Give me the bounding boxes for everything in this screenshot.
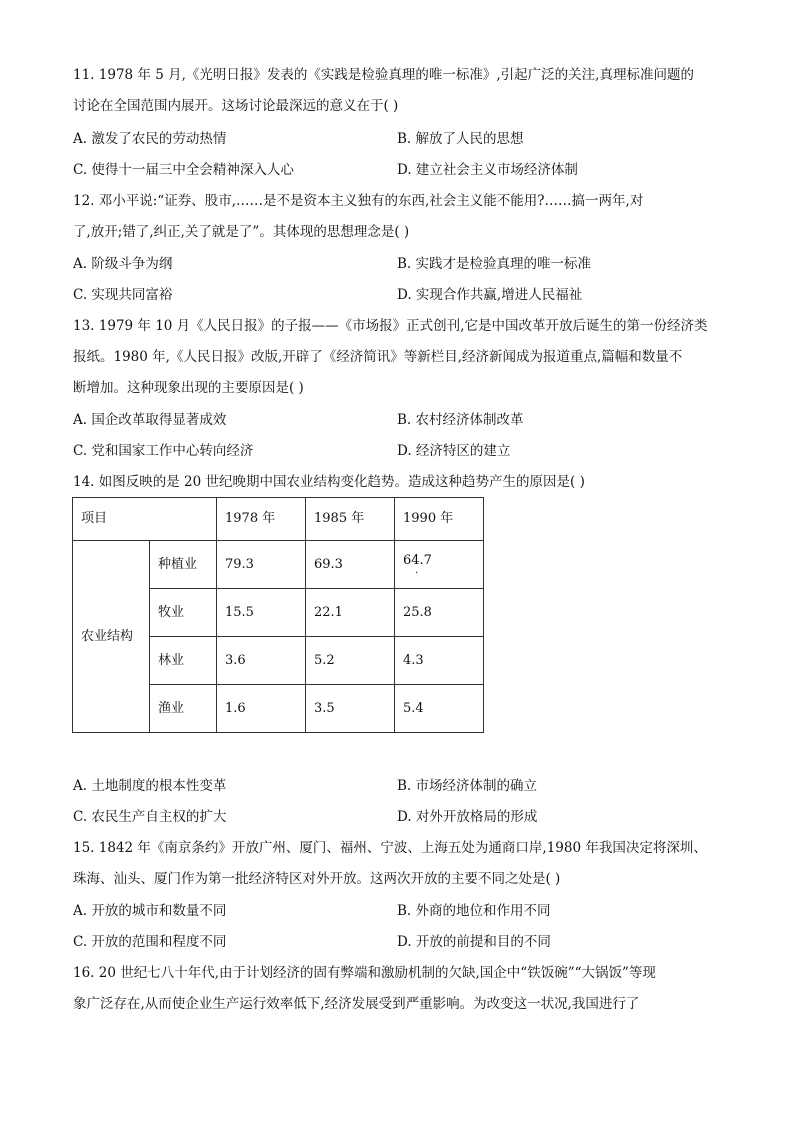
table-header-item: 项目 [73,498,217,541]
q13-stem-line-2: 报纸。1980 年,《人民日报》改版,开辟了《经济简讯》等新栏目,经济新闻成为报道重点,篇幅和数量不 [73,349,683,365]
q15-stem-line-2: 珠海、汕头、厦门作为第一批经济特区对外开放。这两次开放的主要不同之处是( ) [73,871,561,887]
table-cell-with-mark [395,541,484,589]
table-cell: 4.3 [395,637,484,685]
table-cell: 5.4 [395,685,484,733]
table-header-row [73,498,484,541]
table-row [73,541,484,589]
table-cell: 5.2 [306,637,395,685]
q14-option-d: D. 对外开放格局的形成 [397,809,538,825]
q12-option-b: B. 实践才是检验真理的唯一标准 [397,256,592,272]
q15-option-a: A. 开放的城市和数量不同 [73,903,227,919]
table-cell: 79.3 [217,541,306,589]
table-row-name: 种植业 [150,541,217,589]
q11-option-b: B. 解放了人民的思想 [397,131,524,147]
table-cell: 3.5 [306,685,395,733]
q16-stem-line-2: 象广泛存在,从而使企业生产运行效率低下,经济发展受到严重影响。为改变这一状况,我国进行了 [73,996,640,1012]
table-header-1990: 1990 年 [395,498,484,541]
q11-option-a: A. 激发了农民的劳动热情 [73,131,227,147]
table-cell: 25.8 [395,589,484,637]
q13-option-c: C. 党和国家工作中心转向经济 [73,443,254,459]
table-category-label: 农业结构 [73,541,150,733]
q13-option-a: A. 国企改革取得显著成效 [73,412,227,428]
table-cell: 64.7 [403,552,432,568]
stray-dot-mark: · [415,567,419,579]
table-cell: 3.6 [217,637,306,685]
q11-option-c: C. 使得十一届三中全会精神深入人心 [73,162,294,178]
q13-option-d: D. 经济特区的建立 [397,443,511,459]
table-header-1978: 1978 年 [217,498,306,541]
agriculture-structure-table [72,497,484,733]
table-cell: 1.6 [217,685,306,733]
q15-stem-line-1: 15. 1842 年《南京条约》开放广州、厦门、福州、宁波、上海五处为通商口岸,1980 年我国决定将深圳、 [73,840,707,856]
table-header-1985: 1985 年 [306,498,395,541]
table-cell: 69.3 [306,541,395,589]
table-row-name: 林业 [150,637,217,685]
q12-stem-line-1: 12. 邓小平说:“证券、股市,……是不是资本主义独有的东西,社会主义能不能用?……搞一两年,对 [73,193,644,209]
q15-option-b: B. 外商的地位和作用不同 [397,903,551,919]
table-row-name: 牧业 [150,589,217,637]
table-row-name: 渔业 [150,685,217,733]
q15-option-c: C. 开放的范围和程度不同 [73,934,227,950]
q11-stem-line-2: 讨论在全国范围内展开。这场讨论最深远的意义在于( ) [73,98,399,114]
q13-stem-line-3: 断增加。这种现象出现的主要原因是( ) [73,380,304,396]
q14-option-c: C. 农民生产自主权的扩大 [73,809,227,825]
q12-stem-line-2: 了,放开;错了,纠正,关了就是了”。其体现的思想理念是( ) [73,224,410,240]
q12-option-a: A. 阶级斗争为纲 [73,256,173,272]
q13-stem-line-1: 13. 1979 年 10 月《人民日报》的子报——《市场报》正式创刊,它是中国改革开放后诞生的第一份经济类 [73,318,708,334]
q16-stem-line-1: 16. 20 世纪七八十年代,由于计划经济的固有弊端和激励机制的欠缺,国企中“铁饭碗”“大锅饭”等现 [73,965,656,981]
q12-option-c: C. 实现共同富裕 [73,287,173,303]
table-cell: 15.5 [217,589,306,637]
table-cell: 22.1 [306,589,395,637]
q14-option-b: B. 市场经济体制的确立 [397,778,538,794]
q14-option-a: A. 土地制度的根本性变革 [73,778,227,794]
q12-option-d: D. 实现合作共赢,增进人民福祉 [397,287,583,303]
q14-stem-line-1: 14. 如图反映的是 20 世纪晚期中国农业结构变化趋势。造成这种趋势产生的原因是( ) [73,474,585,490]
q11-stem-line-1: 11. 1978 年 5 月,《光明日报》发表的《实践是检验真理的唯一标准》,引起广泛的关注,真理标准问题的 [73,67,694,83]
q13-option-b: B. 农村经济体制改革 [397,412,524,428]
q15-option-d: D. 开放的前提和目的不同 [397,934,551,950]
q11-option-d: D. 建立社会主义市场经济体制 [397,162,578,178]
